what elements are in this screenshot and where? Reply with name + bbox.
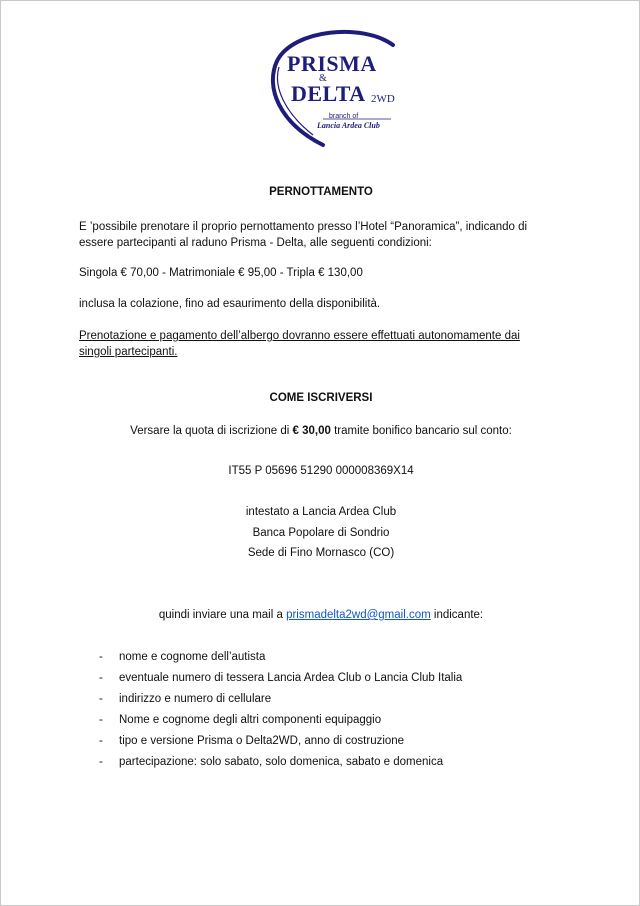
breakfast-note: inclusa la colazione, fino ad esaurimento della disponibilità. xyxy=(79,298,381,310)
list-item xyxy=(99,650,462,671)
fee-text-after: tramite bonifico bancario sul conto: xyxy=(330,425,512,437)
list-item-text: nome e cognome dell’autista xyxy=(119,651,266,663)
bank-name: Banca Popolare di Sondrio xyxy=(252,527,390,539)
mail-text-before: quindi inviare una mail a xyxy=(158,609,287,621)
logo-branch-text: branch of xyxy=(329,113,359,120)
logo-ampersand: & xyxy=(319,73,327,84)
bank-branch: Sede di Fino Mornasco (CO) xyxy=(247,547,395,559)
bullet-dash: - xyxy=(99,651,103,663)
list-item-text: Nome e cognome degli altri componenti equipaggio xyxy=(119,714,382,726)
list-item-text: partecipazione: solo sabato, solo domenica, sabato e domenica xyxy=(119,756,444,768)
fee-text-before: Versare la quota di iscrizione di xyxy=(130,425,293,437)
booking-note-line-2: singoli partecipanti. xyxy=(79,346,178,358)
intro-line-2: essere partecipanti al raduno Prisma - Delta, alle seguenti condizioni: xyxy=(79,237,432,249)
list-item xyxy=(99,692,462,713)
room-prices: Singola € 70,00 - Matrimoniale € 95,00 - Tripla € 130,00 xyxy=(79,267,363,279)
bullet-dash: - xyxy=(99,735,103,747)
logo-2wd-text: 2WD xyxy=(371,93,395,105)
logo-club-text: Lancia Ardea Club xyxy=(317,121,380,130)
iban-code: IT55 P 05696 51290 000008369X14 xyxy=(228,465,414,477)
mail-text-after: indicante: xyxy=(430,609,484,621)
fee-amount: € 30,00 xyxy=(292,425,331,437)
logo-prisma-text: PRISMA xyxy=(287,51,377,76)
bullet-dash: - xyxy=(99,693,103,705)
list-item xyxy=(99,671,462,692)
club-logo xyxy=(263,27,403,151)
list-item-text: indirizzo e numero di cellulare xyxy=(119,693,272,705)
bullet-dash: - xyxy=(99,714,103,726)
email-link[interactable]: prismadelta2wd@gmail.com xyxy=(286,609,431,621)
list-item-text: tipo e versione Prisma o Delta2WD, anno di costruzione xyxy=(119,735,405,747)
logo-delta-text: DELTA xyxy=(291,81,366,106)
list-item xyxy=(99,755,462,776)
bullet-dash: - xyxy=(99,672,103,684)
heading-come-iscriversi: COME ISCRIVERSI xyxy=(269,392,373,404)
list-item-text: eventuale numero di tessera Lancia Ardea Club o Lancia Club Italia xyxy=(119,672,463,684)
heading-pernottamento: PERNOTTAMENTO xyxy=(269,186,373,198)
list-item xyxy=(99,713,462,734)
intro-line-1: E ’possibile prenotare il proprio pernottamento presso l’Hotel “Panoramica”, indicando di xyxy=(79,221,528,233)
bullet-dash: - xyxy=(99,756,103,768)
required-info-list xyxy=(99,650,462,776)
booking-note-line-1: Prenotazione e pagamento dell’albergo dovranno essere effettuati autonomamente dai xyxy=(79,330,520,342)
list-item xyxy=(99,734,462,755)
mail-instruction xyxy=(1,608,640,623)
fee-instruction xyxy=(1,424,640,439)
account-holder: intestato a Lancia Ardea Club xyxy=(245,506,397,518)
